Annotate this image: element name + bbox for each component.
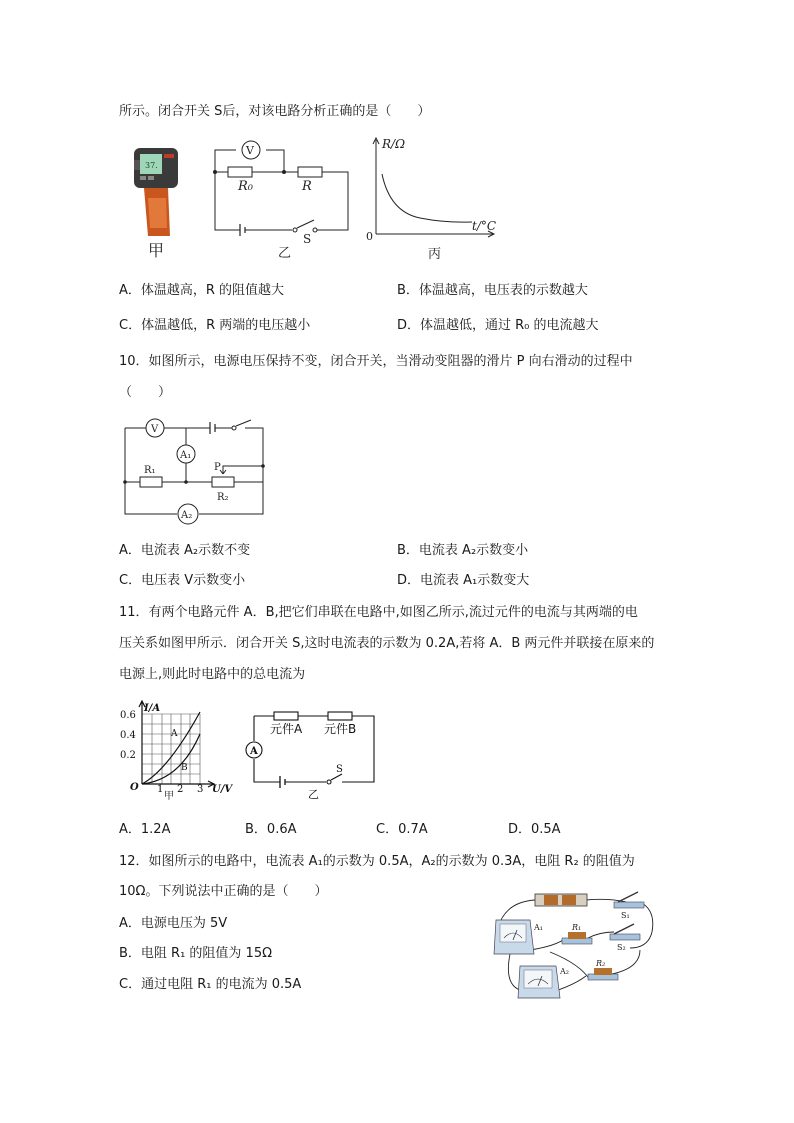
q10-option-c[interactable]: C．电压表 V示数变小 <box>119 573 246 588</box>
r0-label: R₀ <box>238 179 253 194</box>
q12-s2-label: S₂ <box>617 943 626 952</box>
q11-y-axis-label: I/A <box>144 703 161 714</box>
ammeter-a2-icon <box>518 966 560 998</box>
fig-caption-yi: 乙 <box>278 246 292 258</box>
q10-option-b[interactable]: B．电流表 A₂示数变小 <box>397 543 529 558</box>
resistor-r1-icon <box>562 932 592 944</box>
r-label: R <box>302 179 312 194</box>
q10-option-a[interactable]: A．电流表 A₂示数不变 <box>119 543 251 558</box>
q10-a2-label: A₂ <box>181 510 193 521</box>
q10-option-d[interactable]: D．电流表 A₁示数变大 <box>397 573 530 588</box>
svg-text:37.: 37. <box>145 161 158 170</box>
switch-s1-icon <box>614 892 644 908</box>
q11-y-tick-02: 0.2 <box>120 750 136 761</box>
q11-circuit-diagram <box>244 706 380 800</box>
q11-x-tick-1: 1 <box>157 784 164 795</box>
q12-r2-label: R₂ <box>596 959 606 968</box>
q11-graph-caption: 甲 <box>164 791 174 800</box>
q9-option-d[interactable]: D．体温越低，通过 R₀ 的电流越大 <box>397 318 599 333</box>
graph-y-axis-label: R/Ω <box>382 137 406 151</box>
thermometer-gun-icon <box>134 148 178 236</box>
thermometer-figure <box>126 140 190 260</box>
q10-stem-line2: （ ） <box>119 385 172 400</box>
q10-r2-label: R₂ <box>217 492 229 503</box>
fig-caption-jia: 甲 <box>148 241 165 260</box>
q11-circuit-caption: 乙 <box>308 788 319 800</box>
q10-voltmeter-label: V <box>151 424 159 435</box>
q11-stem-line3: 电源上,则此时电路中的总电流为 <box>119 667 306 682</box>
graph-origin: 0 <box>366 230 373 243</box>
q11-x-tick-2: 2 <box>177 784 184 795</box>
q12-a1-label: A₁ <box>534 923 543 932</box>
q11-stem-line1: 11．有两个电路元件 A．B,把它们串联在电路中,如图乙所示,流过元件的电流与其两端的电 <box>119 605 638 620</box>
q12-option-a[interactable]: A．电源电压为 5V <box>119 916 228 931</box>
q12-r1-label: R₁ <box>572 923 582 932</box>
q11-switch-label: S <box>336 764 343 775</box>
q10-a1-label: A₁ <box>180 450 192 461</box>
q12-s1-label: S₁ <box>621 911 630 920</box>
q11-origin: O <box>130 782 139 793</box>
q10-stem-line1: 10．如图所示，电源电压保持不变，闭合开关，当滑动变阻器的滑片 P 向右滑动的过程中 <box>119 354 633 369</box>
q10-r1-label: R₁ <box>144 465 156 476</box>
q11-iu-graph <box>118 700 240 800</box>
q11-element-a-label: 元件A <box>270 722 303 736</box>
fig-caption-bing: 丙 <box>428 247 442 262</box>
q11-option-d[interactable]: D．0.5A <box>508 822 561 837</box>
q10-circuit-diagram <box>120 414 270 526</box>
q11-x-axis-label: U/V <box>212 784 233 795</box>
q9-option-a[interactable]: A．体温越高，R 的阻值越大 <box>119 283 285 298</box>
switch-s2-icon <box>610 924 640 940</box>
q12-stem-line1: 12．如图所示的电路中，电流表 A₁的示数为 0.5A，A₂的示数为 0.3A，电阻 R₂ 的阻值为 <box>119 854 635 869</box>
q12-option-c[interactable]: C．通过电阻 R₁ 的电流为 0.5A <box>119 977 302 992</box>
q11-option-a[interactable]: A．1.2A <box>119 822 171 837</box>
q11-option-b[interactable]: B．0.6A <box>245 822 297 837</box>
switch-label: S <box>303 232 312 246</box>
q12-a2-label: A₂ <box>560 967 569 976</box>
q9-intro: 所示。闭合开关 S后，对该电路分析正确的是（ ） <box>119 104 431 119</box>
q11-x-tick-3: 3 <box>197 784 204 795</box>
q9-rt-graph <box>360 134 500 262</box>
q11-curve-b-label: B <box>181 763 188 773</box>
q12-option-b[interactable]: B．电阻 R₁ 的阻值为 15Ω <box>119 946 273 961</box>
q11-stem-line2: 压关系如图甲所示．闭合开关 S,这时电流表的示数为 0.2A,若将 A．B 两元件并联接在原来的 <box>119 636 655 651</box>
ammeter-a1-icon <box>494 920 534 954</box>
resistor-r2-icon <box>588 968 618 980</box>
q12-stem-line2: 10Ω。下列说法中正确的是（ ） <box>119 884 328 899</box>
q9-option-b[interactable]: B．体温越高，电压表的示数越大 <box>397 283 588 298</box>
battery-icon <box>535 894 587 906</box>
q11-curve-a-label: A <box>171 729 178 739</box>
q11-y-tick-06: 0.6 <box>120 710 136 721</box>
graph-x-axis-label: t/°C <box>472 219 497 233</box>
q10-p-label: P <box>214 462 221 473</box>
q11-element-b-label: 元件B <box>324 722 357 736</box>
q11-ammeter-label: A <box>250 746 258 757</box>
q9-circuit-diagram <box>210 138 355 258</box>
voltmeter-label: V <box>246 144 254 157</box>
q12-physical-circuit <box>490 888 665 1008</box>
q11-option-c[interactable]: C．0.7A <box>376 822 428 837</box>
q9-option-c[interactable]: C．体温越低，R 两端的电压越小 <box>119 318 311 333</box>
q11-y-tick-04: 0.4 <box>120 730 136 741</box>
